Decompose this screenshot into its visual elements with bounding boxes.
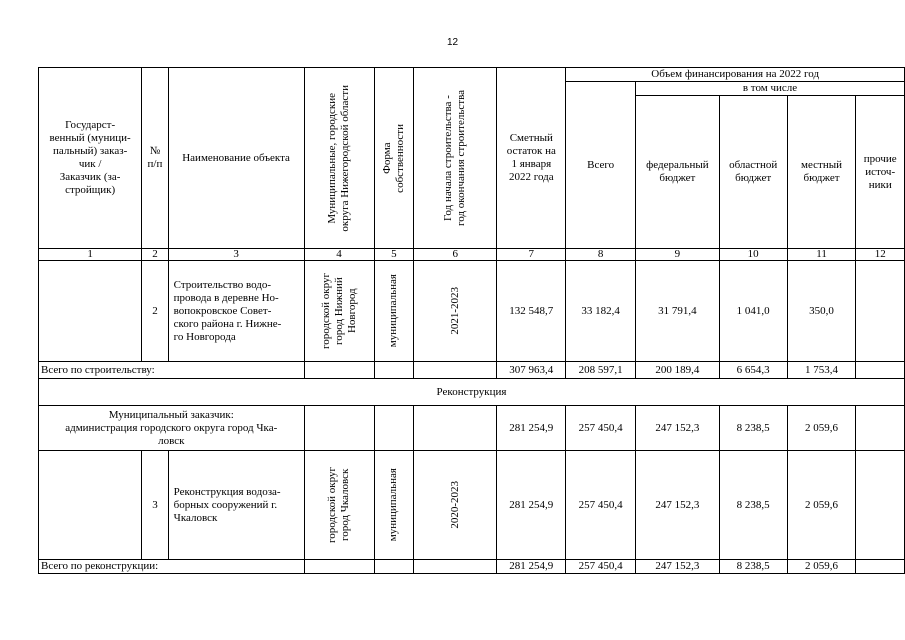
customer-row	[39, 406, 905, 451]
header-local: местный бюджет	[787, 96, 856, 249]
reconstruction-total-row	[39, 560, 905, 574]
customer-cell	[39, 451, 142, 560]
column-number: 4	[304, 249, 374, 261]
header-federal: федеральный бюджет	[636, 96, 720, 249]
column-number: 3	[168, 249, 304, 261]
object-total: 33 182,4	[566, 261, 636, 362]
object-local: 350,0	[787, 261, 856, 362]
customer-federal: 247 152,3	[636, 406, 720, 451]
header-total: Всего	[566, 82, 636, 249]
table-row	[39, 261, 905, 362]
object-other	[856, 261, 905, 362]
section-row	[39, 379, 905, 406]
construction-total-label: Всего по строительству:	[39, 362, 305, 379]
header-ownership	[374, 68, 414, 249]
object-total: 257 450,4	[566, 451, 636, 560]
object-name: Строительство водо- провода в деревне Но- вопокровское Совет- ского района г. Нижне- го Новгорода	[168, 261, 304, 362]
column-number: 5	[374, 249, 414, 261]
object-name: Реконструкция водоза- борных сооружений г. Чкаловск	[168, 451, 304, 560]
header-years	[414, 68, 497, 249]
customer-cell	[39, 261, 142, 362]
construction-total-balance: 307 963,4	[497, 362, 566, 379]
column-number: 11	[787, 249, 856, 261]
customer-balance: 281 254,9	[497, 406, 566, 451]
empty-cell	[374, 362, 414, 379]
object-ownership-text: муниципальная	[387, 274, 400, 348]
page-number: 12	[446, 37, 459, 48]
customer-local: 2 059,6	[787, 406, 856, 451]
construction-total-row	[39, 362, 905, 379]
object-years	[414, 451, 497, 560]
empty-cell	[374, 560, 414, 574]
object-number: 2	[142, 261, 168, 362]
object-years-text: 2021-2023	[448, 287, 461, 335]
object-other	[856, 451, 905, 560]
table-row	[39, 451, 905, 560]
construction-total-other	[856, 362, 905, 379]
object-ownership-text: муниципальная	[387, 468, 400, 542]
column-number: 2	[142, 249, 168, 261]
column-number: 12	[856, 249, 905, 261]
object-balance: 132 548,7	[497, 261, 566, 362]
customer-other	[856, 406, 905, 451]
reconstruction-total-balance: 281 254,9	[497, 560, 566, 574]
header-including: в том числе	[636, 82, 905, 96]
header-ownership-text: Форма собственности	[380, 123, 406, 193]
customer-regional: 8 238,5	[719, 406, 787, 451]
header-years-text: Год начала строительства - год окончания строительства	[442, 90, 468, 226]
construction-total-regional: 6 654,3	[719, 362, 787, 379]
column-number: 10	[719, 249, 787, 261]
empty-cell	[414, 406, 497, 451]
object-regional: 1 041,0	[719, 261, 787, 362]
object-years-text: 2020-2023	[448, 481, 461, 529]
column-number: 8	[566, 249, 636, 261]
object-municipality-text: городской округ город Чкаловск	[326, 466, 352, 544]
object-ownership	[374, 261, 414, 362]
object-municipality-text: городской округ город Нижний Новгород	[319, 272, 358, 350]
column-number: 9	[636, 249, 720, 261]
empty-cell	[304, 560, 374, 574]
object-federal: 247 152,3	[636, 451, 720, 560]
financing-table	[38, 67, 905, 574]
column-number-row	[39, 249, 905, 261]
object-years	[414, 261, 497, 362]
reconstruction-total-federal: 247 152,3	[636, 560, 720, 574]
construction-total-total: 208 597,1	[566, 362, 636, 379]
column-number: 1	[39, 249, 142, 261]
header-row	[39, 68, 905, 82]
object-federal: 31 791,4	[636, 261, 720, 362]
header-object-name: Наименование объекта	[168, 68, 304, 249]
object-municipality	[304, 261, 374, 362]
empty-cell	[414, 560, 497, 574]
empty-cell	[304, 362, 374, 379]
object-balance: 281 254,9	[497, 451, 566, 560]
header-financing: Объем финансирования на 2022 год	[566, 68, 905, 82]
empty-cell	[414, 362, 497, 379]
header-municipality-text: Муниципальные, городские округа Нижегородской области	[326, 84, 352, 232]
header-number: № п/п	[142, 68, 168, 249]
empty-cell	[374, 406, 414, 451]
header-municipality	[304, 68, 374, 249]
empty-cell	[304, 406, 374, 451]
construction-total-local: 1 753,4	[787, 362, 856, 379]
section-title: Реконструкция	[39, 379, 905, 406]
reconstruction-total-regional: 8 238,5	[719, 560, 787, 574]
header-other: прочие источ- ники	[856, 96, 905, 249]
object-municipality	[304, 451, 374, 560]
customer-label: Муниципальный заказчик: администрация городского округа город Чка- ловск	[39, 406, 305, 451]
column-number: 7	[497, 249, 566, 261]
header-customer: Государст- венный (муници- пальный) заказ- чик / Заказчик (за- стройщик)	[39, 68, 142, 249]
reconstruction-total-label: Всего по реконструкции:	[39, 560, 305, 574]
header-regional: областной бюджет	[719, 96, 787, 249]
object-regional: 8 238,5	[719, 451, 787, 560]
object-local: 2 059,6	[787, 451, 856, 560]
customer-total: 257 450,4	[566, 406, 636, 451]
reconstruction-total-total: 257 450,4	[566, 560, 636, 574]
reconstruction-total-other	[856, 560, 905, 574]
object-number: 3	[142, 451, 168, 560]
header-balance: Сметный остаток на 1 января 2022 года	[497, 68, 566, 249]
column-number: 6	[414, 249, 497, 261]
reconstruction-total-local: 2 059,6	[787, 560, 856, 574]
construction-total-federal: 200 189,4	[636, 362, 720, 379]
object-ownership	[374, 451, 414, 560]
